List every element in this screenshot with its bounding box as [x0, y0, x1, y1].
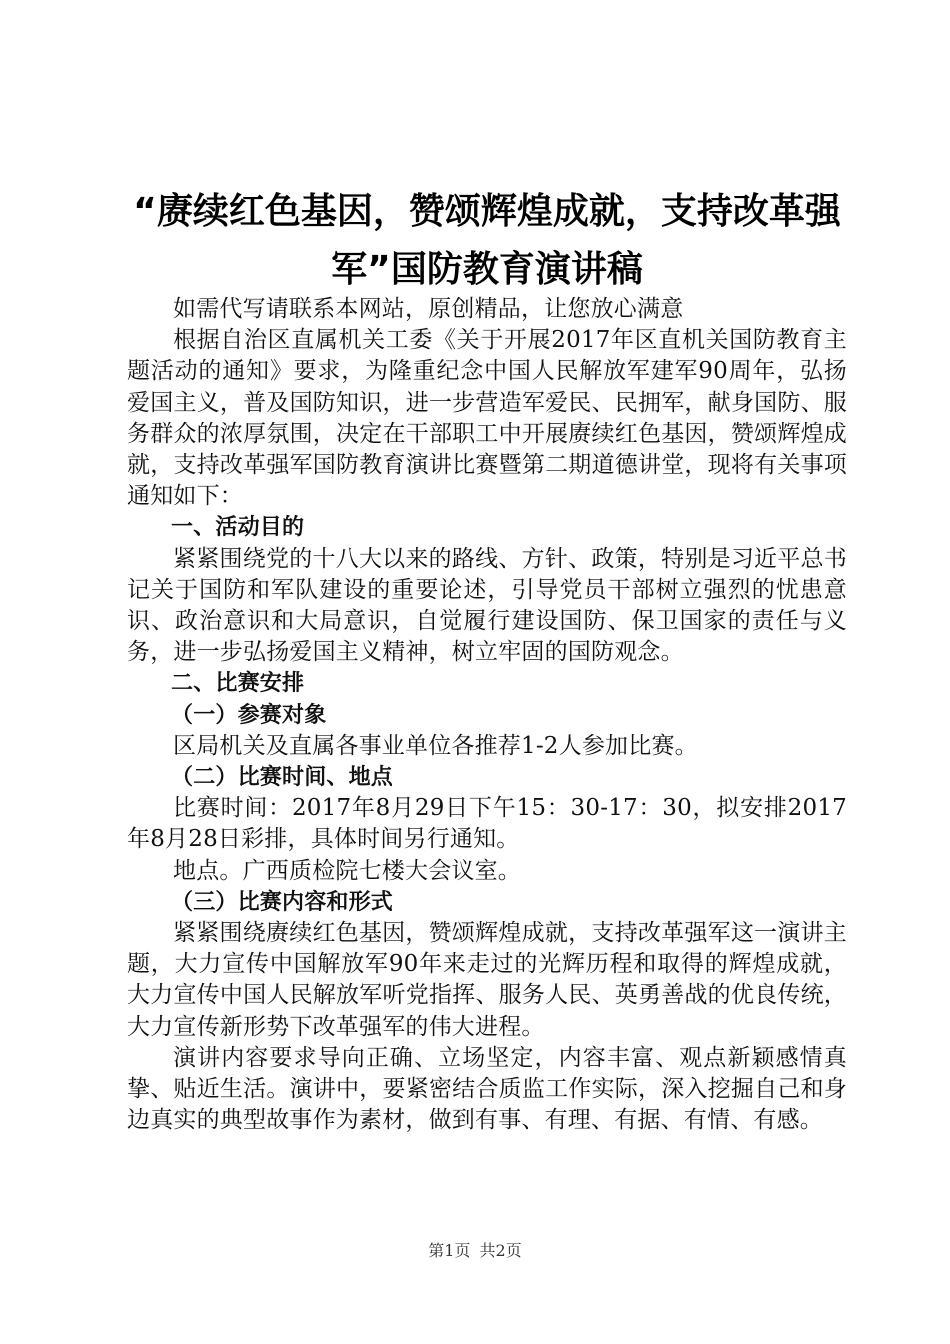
- section-heading-purpose: 一、活动目的: [171, 515, 305, 541]
- participants-paragraph: 区局机关及直属各事业单位各推荐1-2人参加比赛。: [173, 732, 698, 759]
- subsection-heading-participants: （一）参赛对象: [171, 702, 327, 728]
- document-body: [127, 294, 847, 1136]
- page-number-footer: 第1页 共2页: [428, 1241, 522, 1260]
- purpose-paragraph: 紧紧围绕党的十八大以来的路线、方针、政策，特别是习近平总书记关于国防和军队建设的重要论述，引导党员干部树立强烈的忧患意识、政治意识和大局意识，自觉履行建设国防、保卫国家的责任与义务，进一步弘扬爱国主义精神，树立牢固的国防观念。: [127, 545, 847, 666]
- time-paragraph: 比赛时间：2017年8月29日下午15：30-17：30，拟安排2017年8月28日彩排，具体时间另行通知。: [127, 795, 847, 853]
- document-title-line-1: “赓续红色基因，赞颂辉煌成就，支持改革强: [133, 191, 841, 232]
- subsection-heading-time-place: （二）比赛时间、地点: [171, 765, 394, 791]
- content-paragraph-2: 演讲内容要求导向正确、立场坚定，内容丰富、观点新颖感情真挚、贴近生活。演讲中，要紧密结合质监工作实际，深入挖掘自己和身边真实的典型故事作为素材，做到有事、有理、有据、有情、有感。: [127, 1044, 847, 1134]
- section-heading-arrangement: 二、比赛安排: [171, 671, 305, 697]
- place-paragraph: 地点。广西质检院七楼大会议室。: [173, 857, 521, 884]
- intro-paragraph: 根据自治区直属机关工委《关于开展2017年区直机关国防教育主题活动的通知》要求，为隆重纪念中国人民解放军建军90周年，弘扬爱国主义，普及国防知识，进一步营造军爱民、民拥军，献身国防、服务群众的浓厚氛围，决定在干部职工中开展赓续红色基因，赞颂辉煌成就，支持改革强军国防教育演讲比赛暨第二期道德讲堂，现将有关事项通知如下：: [127, 327, 847, 510]
- subsection-heading-content-form: （三）比赛内容和形式: [171, 889, 394, 915]
- document-title-line-2: 军”国防教育演讲稿: [331, 249, 643, 290]
- content-paragraph-1: 紧紧围绕赓续红色基因，赞颂辉煌成就，支持改革强军这一演讲主题，大力宣传中国解放军90年来走过的光辉历程和取得的辉煌成就，大力宣传中国人民解放军听党指挥、服务人民、英勇善战的优良传统，大力宣传新形势下改革强军的伟大进程。: [127, 920, 847, 1040]
- notice-paragraph: 如需代写请联系本网站，原创精品，让您放心满意: [173, 296, 684, 322]
